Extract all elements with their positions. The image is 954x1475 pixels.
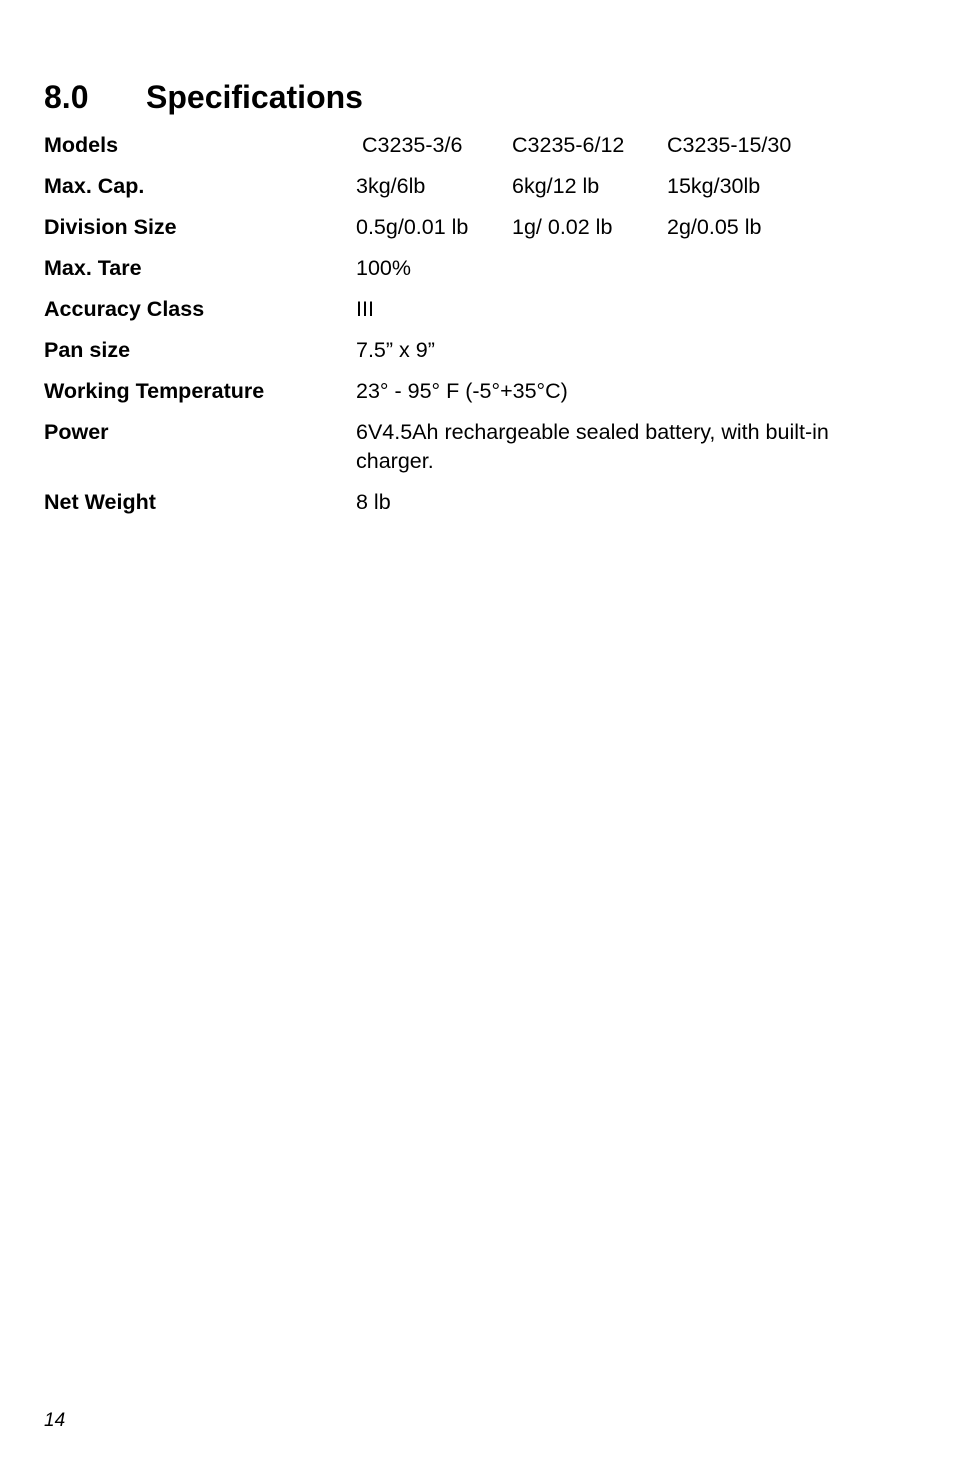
spec-value-division-3: 2g/0.05 lb [667,215,762,239]
spec-label: Max. Tare [44,256,142,280]
spec-value: 100% [356,256,411,280]
spec-value-model-1: C3235-3/6 [362,133,463,157]
spec-label: Working Temperature [44,379,265,403]
spec-table [44,131,904,529]
spec-row-division-size [44,213,904,254]
spec-row-power [44,418,904,488]
spec-row-max-tare [44,254,904,295]
spec-value-model-2: C3235-6/12 [512,133,625,157]
spec-row-net-weight [44,488,904,529]
section-heading [44,77,363,117]
spec-row-pan-size [44,336,904,377]
spec-value: 8 lb [356,490,391,514]
spec-row-working-temperature [44,377,904,418]
spec-value: 23° - 95° F (-5°+35°C) [356,379,568,403]
section-title: Specifications [146,79,363,115]
spec-label: Power [44,420,109,444]
spec-label: Max. Cap. [44,174,145,198]
spec-value-max-cap-3: 15kg/30lb [667,174,761,198]
spec-label: Accuracy Class [44,297,205,321]
spec-row-accuracy-class [44,295,904,336]
spec-value-model-3: C3235-15/30 [667,133,792,157]
spec-label: Models [44,133,119,157]
spec-row-models [44,131,904,172]
spec-value-max-cap-1: 3kg/6lb [356,174,426,198]
spec-value-max-cap-2: 6kg/12 lb [512,174,600,198]
spec-value: III [356,297,374,321]
spec-row-max-cap [44,172,904,213]
page-number: 14 [44,1410,66,1431]
spec-value-division-2: 1g/ 0.02 lb [512,215,613,239]
section-number: 8.0 [44,79,89,115]
spec-label: Division Size [44,215,177,239]
spec-label: Pan size [44,338,131,362]
spec-value: 6V4.5Ah rechargeable sealed battery, with built-in charger. [356,420,829,473]
spec-value-division-1: 0.5g/0.01 lb [356,215,469,239]
spec-value: 7.5” x 9” [356,338,435,362]
spec-label: Net Weight [44,490,156,514]
